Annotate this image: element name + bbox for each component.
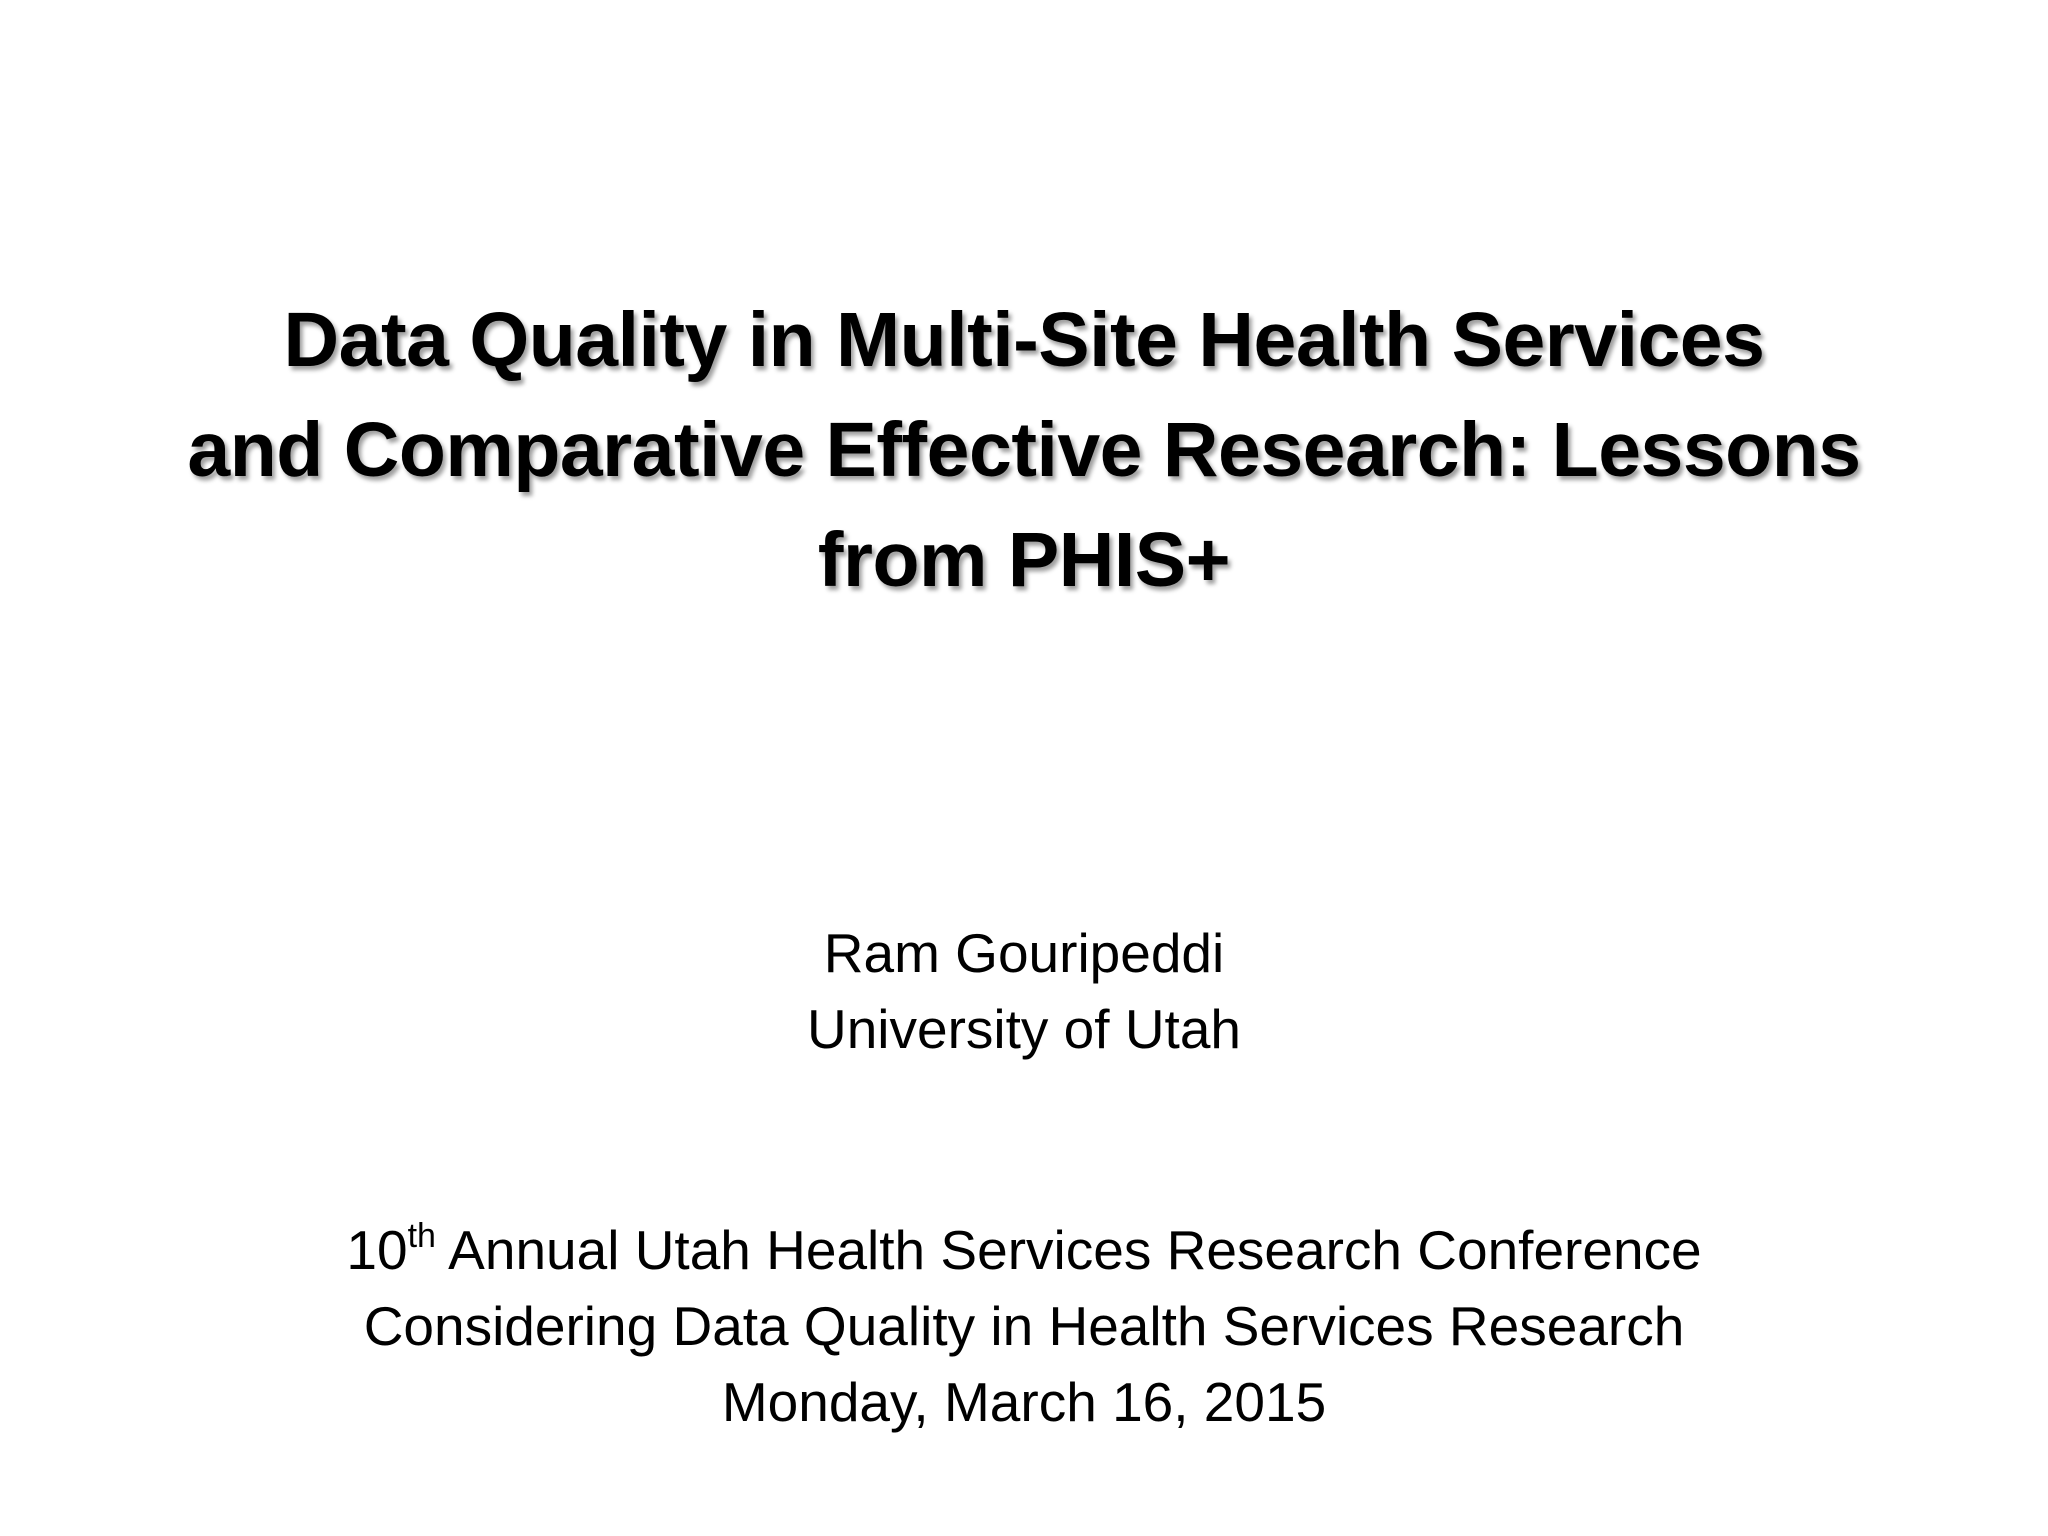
title-line-3: from PHIS+ [817,517,1231,603]
title-line-1: Data Quality in Multi-Site Health Services [283,297,1765,383]
author-name: Ram Gouripeddi [823,922,1225,984]
conference-ordinal-suffix: th [407,1217,436,1255]
conference-name [0,1212,2048,1288]
conference-ordinal-number: 10 [346,1219,408,1281]
conference-theme: Considering Data Quality in Health Services Research [363,1295,1685,1357]
slide-title [120,285,1928,615]
title-line-2: and Comparative Effective Research: Lessons [187,407,1861,493]
conference-date: Monday, March 16, 2015 [721,1371,1327,1433]
author-info [0,915,2048,1067]
conference-name-rest: Annual Utah Health Services Research Conference [435,1219,1702,1281]
author-affiliation: University of Utah [806,998,1242,1060]
conference-info [0,1212,2048,1440]
